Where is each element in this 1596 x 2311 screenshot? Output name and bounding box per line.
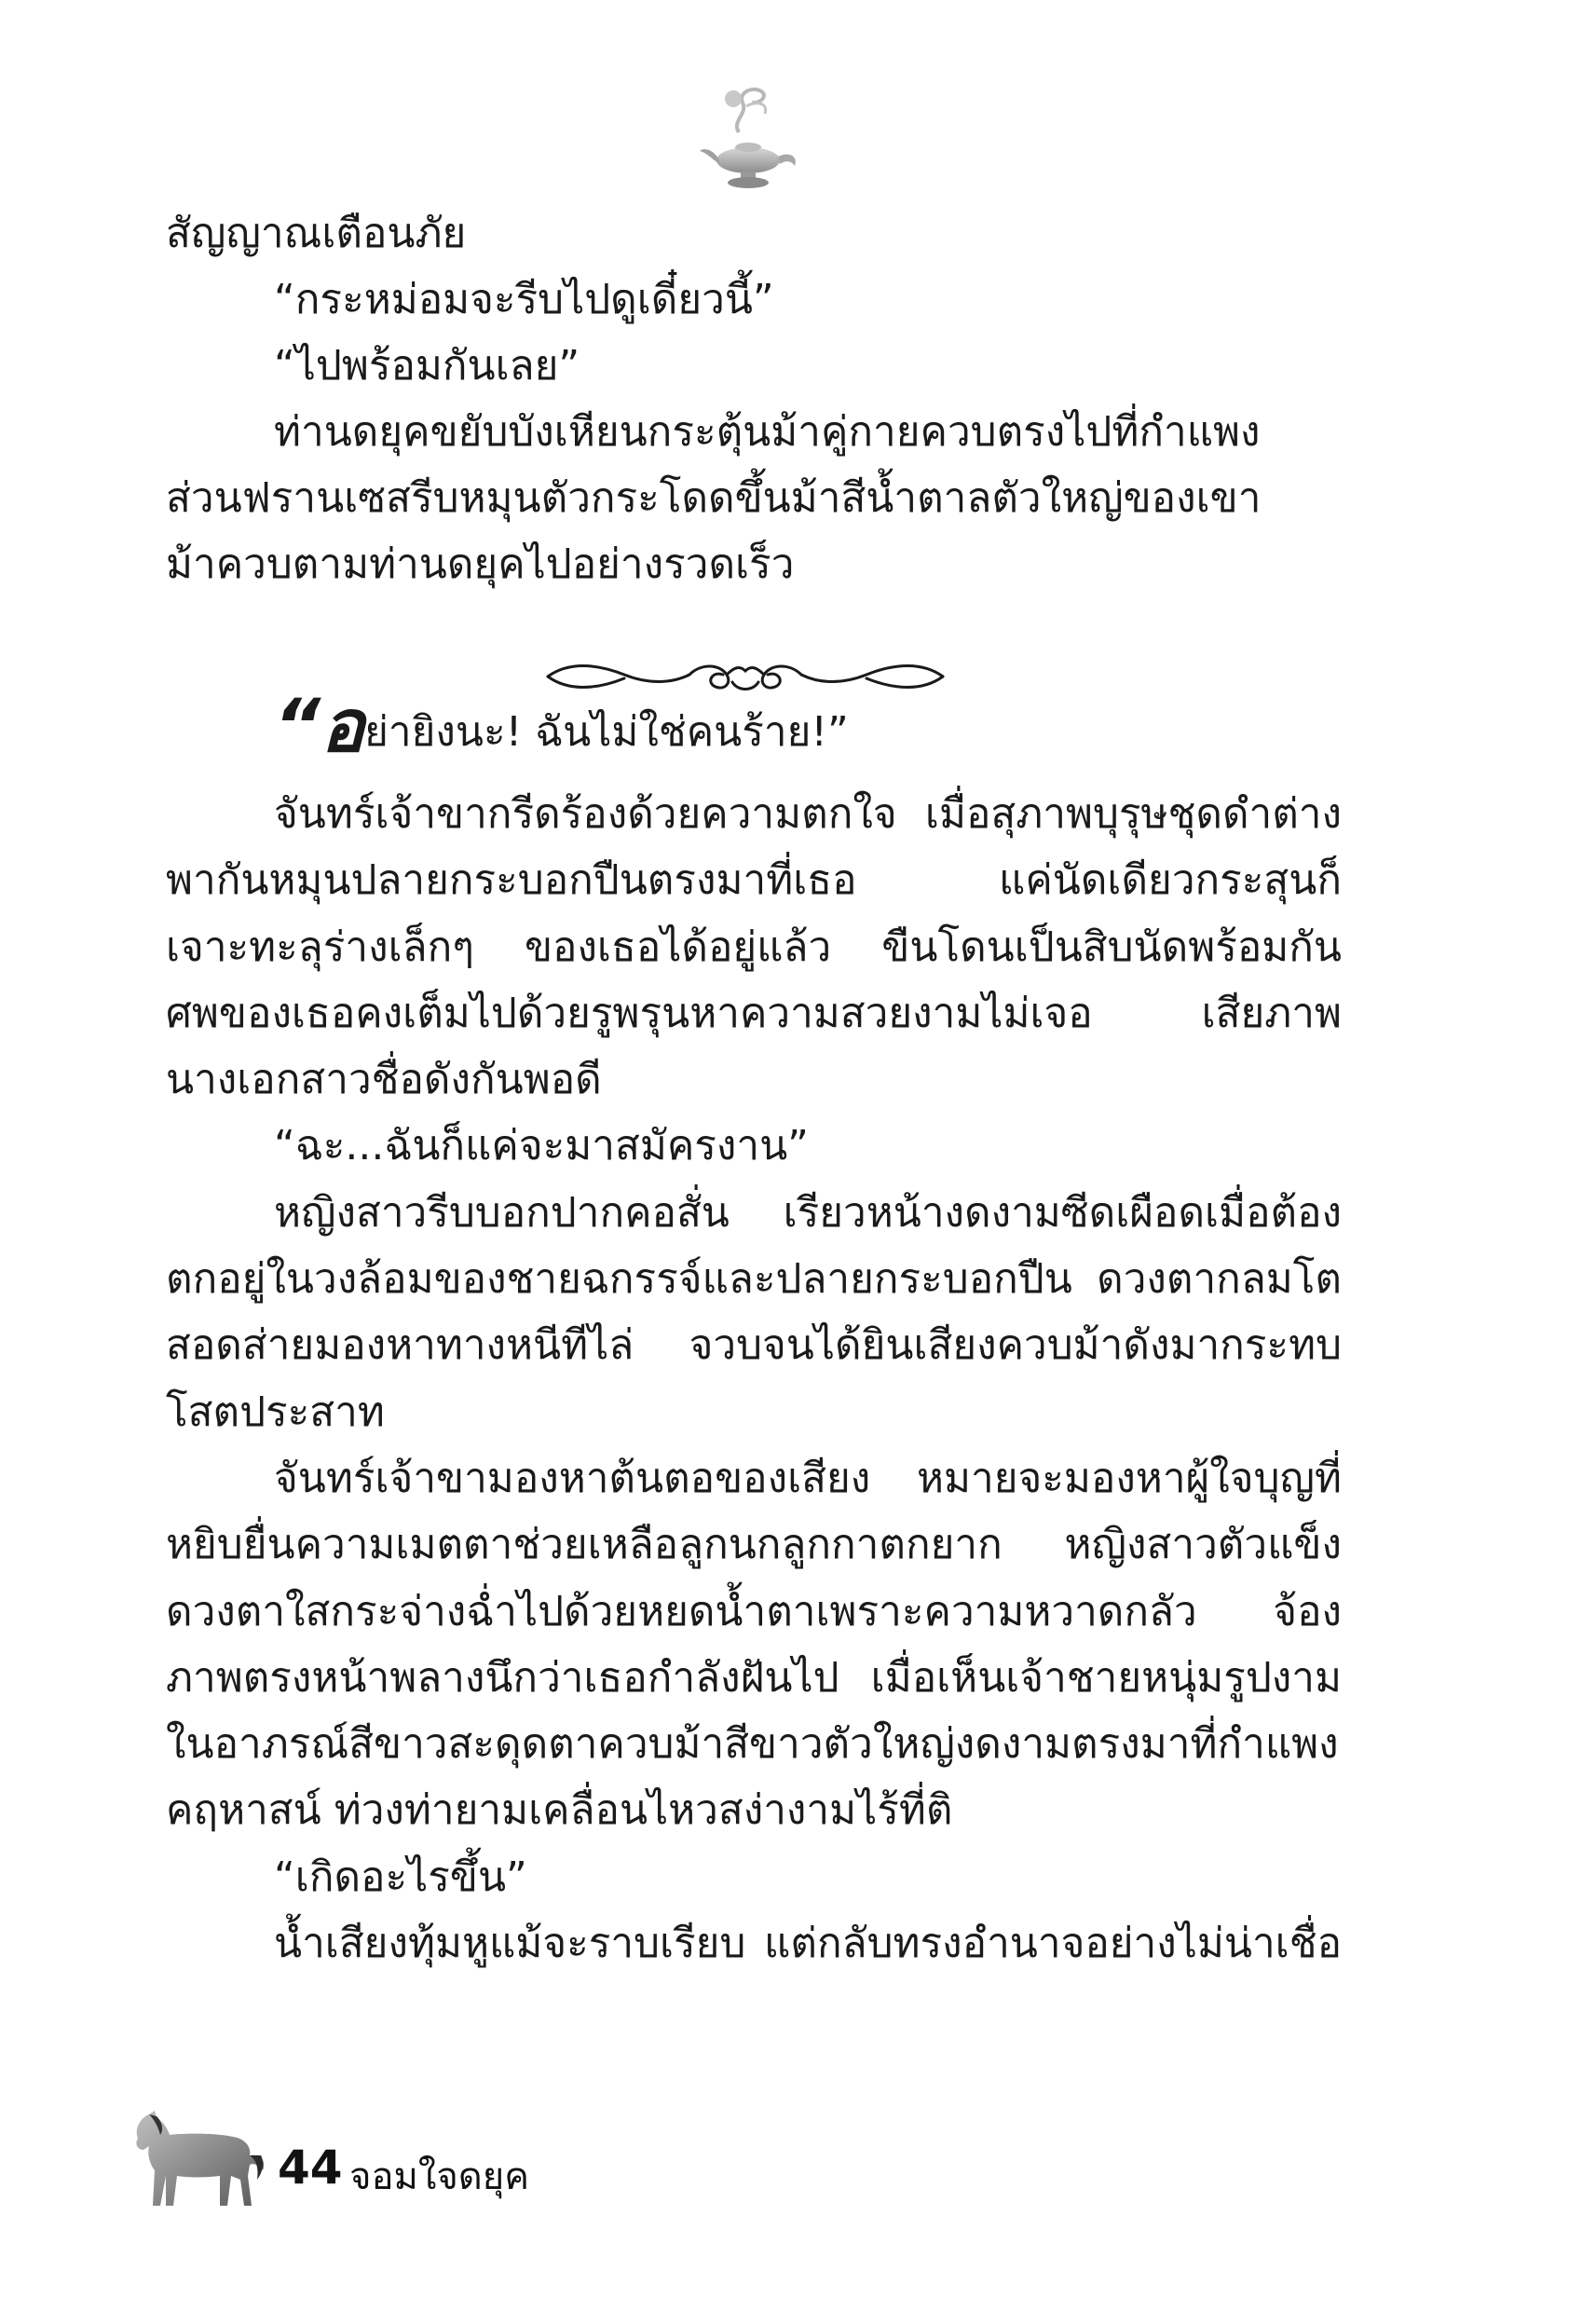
text-line: สัญญาณเตือนภัย — [166, 210, 467, 257]
text-line: ภาพตรงหน้าพลางนึกว่าเธอกำลังฝันไป เมื่อเห็นเจ้าชายหนุ่มรูปงาม — [166, 1653, 1342, 1702]
dropcap-letter: อ — [321, 685, 365, 769]
text-line: หญิงสาวรีบบอกปากคอสั่น เรียวหน้างดงามซีดเผือดเมื่อต้อง — [274, 1188, 1342, 1237]
page-number: 44 — [278, 2140, 343, 2195]
horse-icon — [121, 2101, 270, 2213]
text-line: คฤหาสน์ ท่วงท่ายามเคลื่อนไหวสง่างามไร้ที่ติ — [166, 1786, 953, 1835]
text-line: นางเอกสาวชื่อดังกันพอดี — [166, 1056, 602, 1104]
page-footer — [121, 2101, 587, 2213]
text-line: จันทร์เจ้าขากรีดร้องด้วยความตกใจ เมื่อสุภาพบุรุษชุดดำต่าง — [274, 790, 1342, 838]
dropcap-line — [274, 685, 849, 769]
text-line: ดวงตาใสกระจ่างฉ่ำไปด้วยหยดน้ำตาเพราะความหวาดกลัว จ้อง — [166, 1587, 1342, 1635]
text-line: สอดส่ายมองหาทางหนีทีไล่ จวบจนได้ยินเสียงควบม้าดังมากระทบ — [166, 1321, 1342, 1370]
text-line: “เกิดอะไรขึ้น” — [274, 1853, 527, 1901]
dropcap-rest: ย่ายิงนะ! ฉันไม่ใช่คนร้าย!” — [364, 708, 849, 756]
text-line: หยิบยื่นความเมตตาช่วยเหลือลูกนกลูกกาตกยาก หญิงสาวตัวแข็ง — [166, 1521, 1342, 1569]
text-line: “ฉะ...ฉันก็แค่จะมาสมัครงาน” — [274, 1122, 809, 1170]
genie-lamp-icon — [694, 75, 806, 196]
text-line: ตกอยู่ในวงล้อมของชายฉกรรจ์และปลายกระบอกปืน ดวงตากลมโต — [166, 1255, 1342, 1304]
text-line: น้ำเสียงทุ้มหูแม้จะราบเรียบ แต่กลับทรงอำนาจอย่างไม่น่าเชื่อ — [274, 1920, 1342, 1968]
text-block-top — [166, 200, 1342, 597]
book-title: จอมใจดยุค — [349, 2155, 529, 2198]
text-line: เจาะทะลุร่างเล็กๆ ของเธอได้อยู่แล้ว ขืนโดนเป็นสิบนัดพร้อมกัน — [166, 923, 1342, 971]
dropcap-quote: “ — [274, 685, 321, 769]
text-line: “ไปพร้อมกันเลย” — [274, 342, 580, 390]
text-line: พากันหมุนปลายกระบอกปืนตรงมาที่เธอ แค่นัดเดียวกระสุนก็ — [166, 856, 1342, 905]
text-line: ส่วนฟรานเซสรีบหมุนตัวกระโดดขึ้นม้าสีน้ำตาลตัวใหญ่ของเขา — [166, 474, 1262, 522]
text-line: จันทร์เจ้าขามองหาต้นตอของเสียง หมายจะมองหาผู้ใจบุญที่ — [274, 1454, 1342, 1502]
text-line: โสตประสาท — [166, 1388, 385, 1436]
text-line: ม้าควบตามท่านดยุคไปอย่างรวดเร็ว — [166, 540, 795, 588]
text-line: ในอาภรณ์สีขาวสะดุดตาควบม้าสีขาวตัวใหญ่งดงามตรงมาที่กำแพง — [166, 1720, 1339, 1769]
text-line: ศพของเธอคงเต็มไปด้วยรูพรุนหาความสวยงามไม่เจอ เสียภาพ — [166, 989, 1342, 1037]
text-block-body — [166, 781, 1342, 1976]
text-line: “กระหม่อมจะรีบไปดูเดี๋ยวนี้” — [274, 276, 774, 323]
text-line: ท่านดยุคขยับบังเหียนกระตุ้นม้าคู่กายควบตรงไปที่กำแพง — [274, 408, 1261, 456]
